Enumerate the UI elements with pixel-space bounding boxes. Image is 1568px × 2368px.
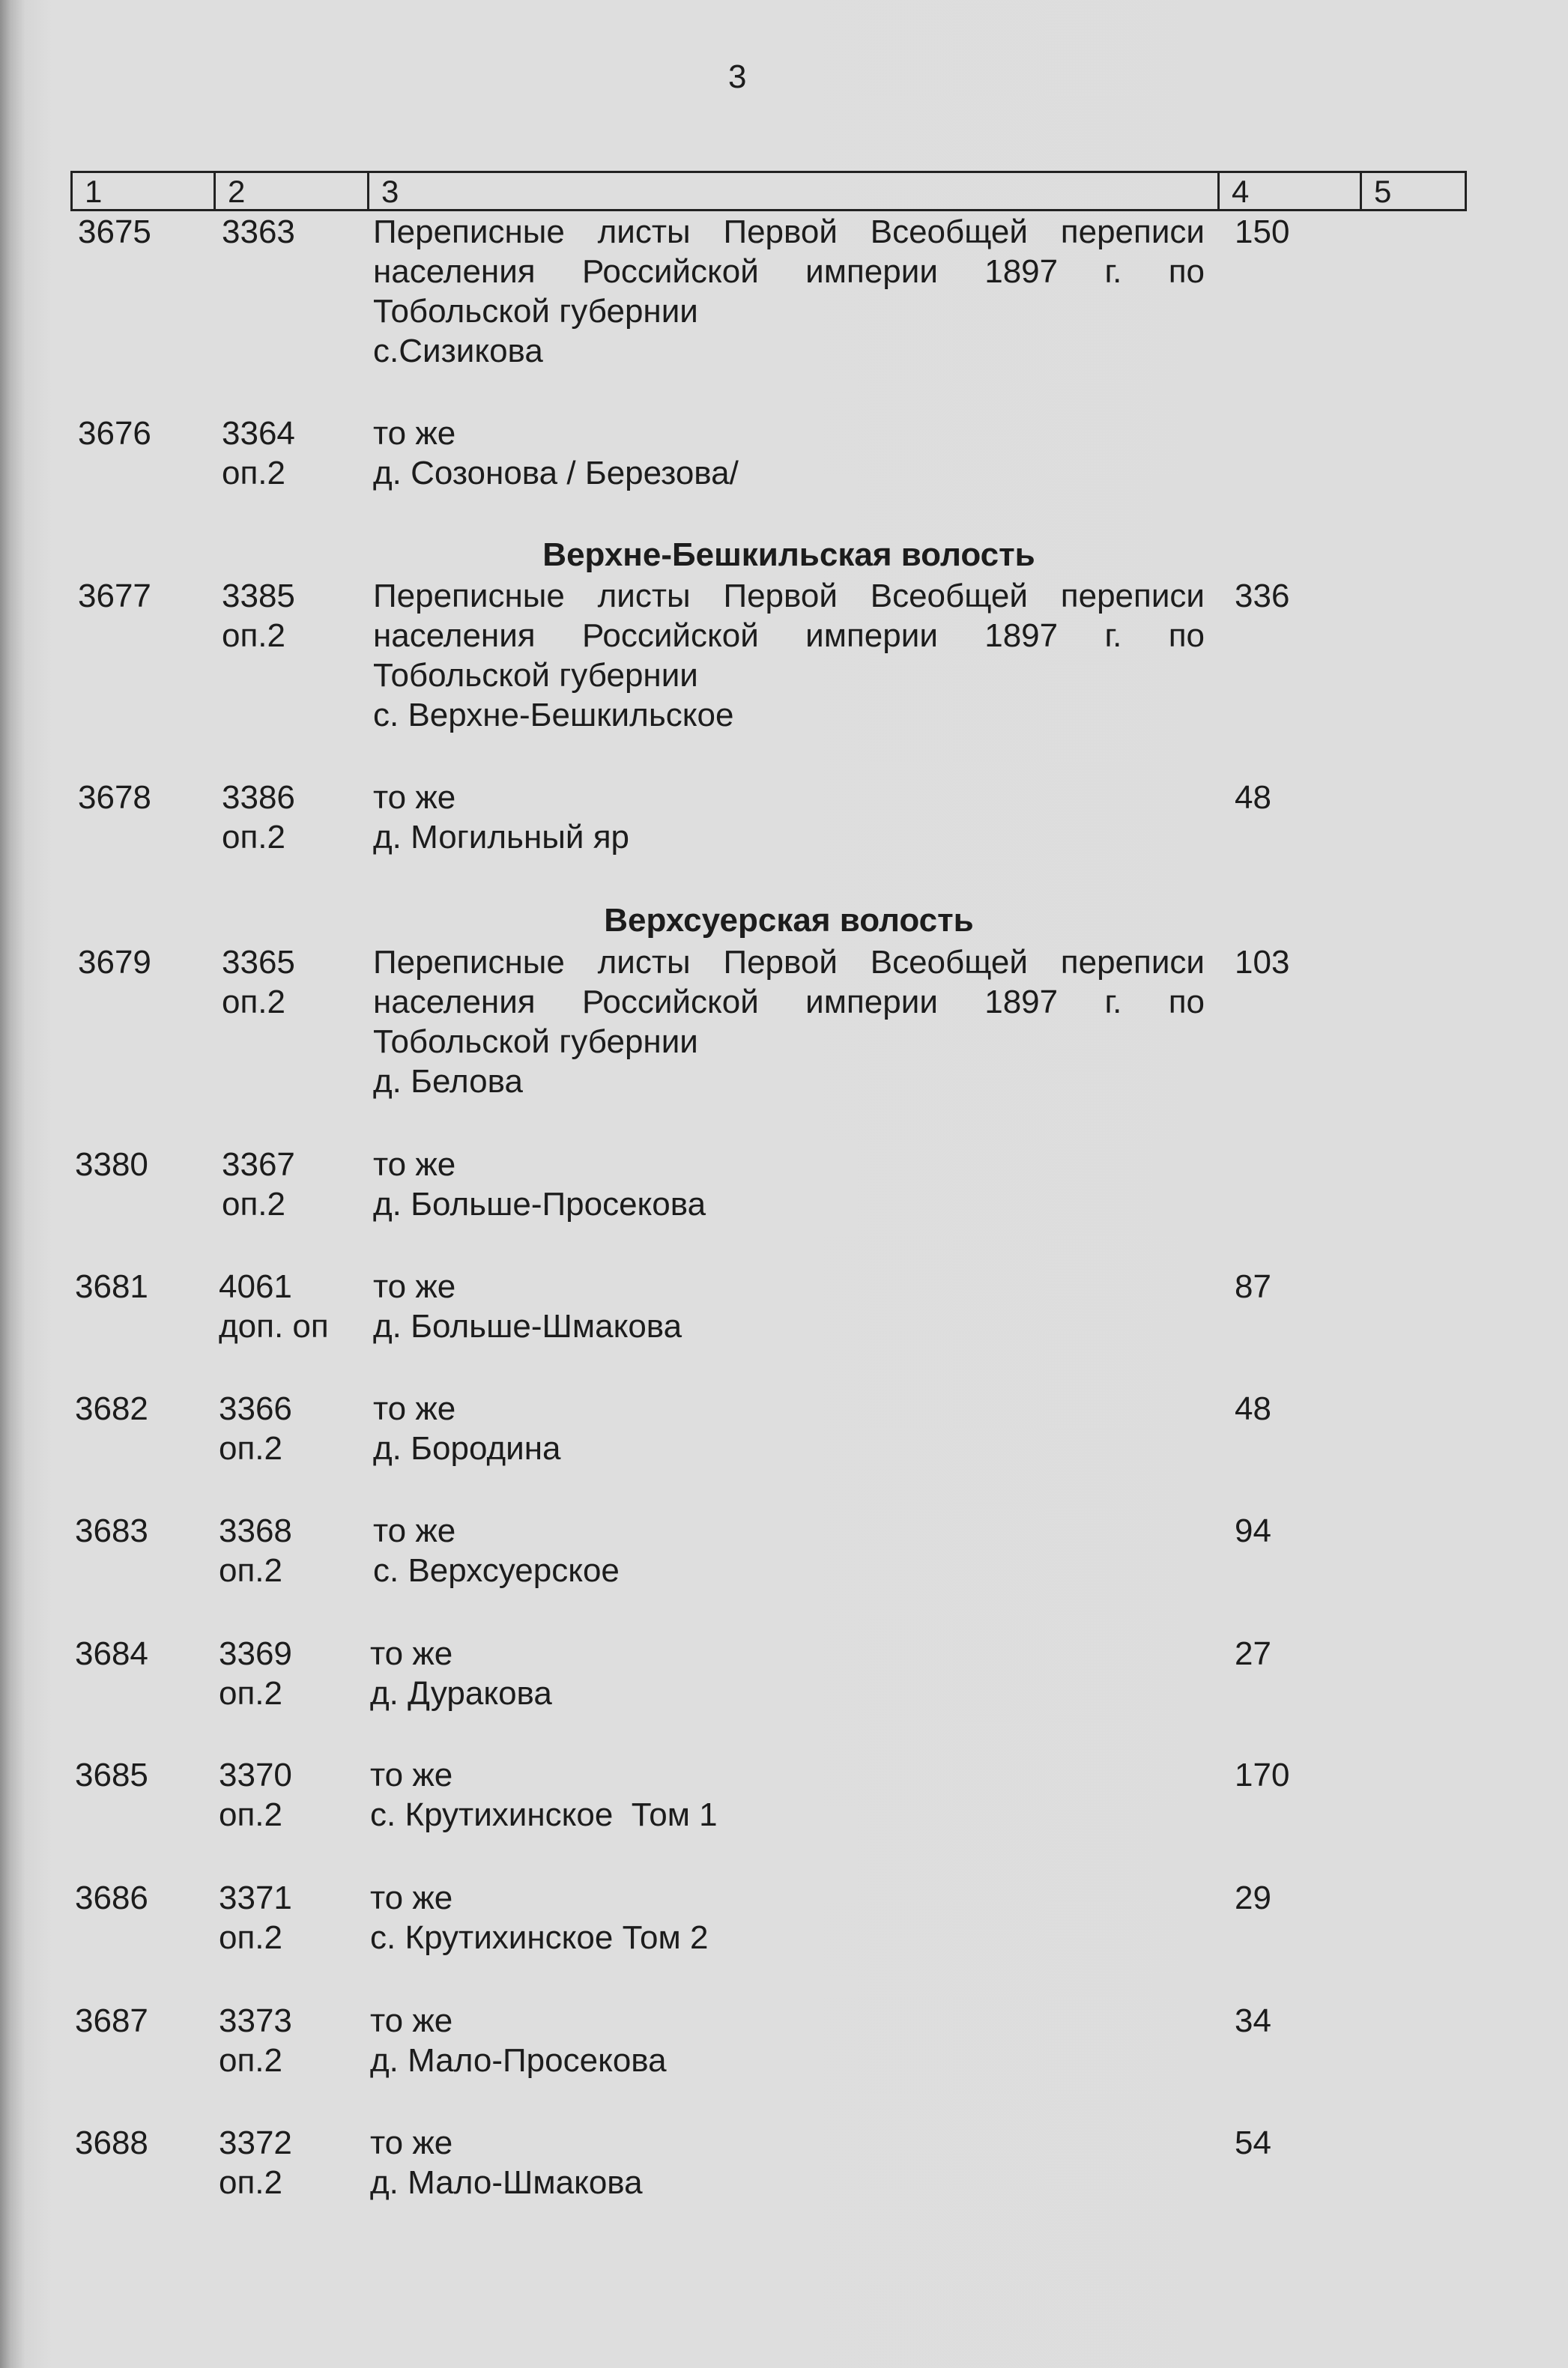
record-description: то же д. Бородина: [373, 1390, 561, 1467]
record-number: 3685: [75, 1757, 148, 1793]
record-code: 3366 оп.2: [219, 1390, 292, 1467]
record-code: 3368 оп.2: [219, 1512, 292, 1589]
record-code: 4061 доп. оп: [219, 1268, 329, 1345]
header-col-2: 2: [216, 173, 369, 209]
record-number: 3688: [75, 2125, 148, 2161]
record-description: то же д. Мало-Просекова: [370, 2002, 667, 2079]
record-count: 150: [1235, 214, 1290, 250]
record-code: 3364 оп.2: [222, 415, 295, 491]
record-number: 3687: [75, 2002, 148, 2039]
volost-heading: Верхне-Бешкильская волость: [542, 536, 1035, 573]
record-description: то же д. Больше-Просекова: [373, 1146, 706, 1223]
record-number: 3678: [78, 779, 151, 816]
record-count: 170: [1235, 1757, 1290, 1793]
record-count: 94: [1235, 1512, 1271, 1549]
record-number: 3675: [78, 214, 151, 250]
record-count: 103: [1235, 944, 1290, 981]
record-count: 34: [1235, 2002, 1271, 2039]
record-description: Переписные листы Первой Всеобщей переписи населения Российской империи 1897 г. по Тобольской губернии с. Верхне-Бешкильское: [373, 578, 1205, 733]
record-number: 3380: [75, 1146, 148, 1183]
record-count: 48: [1235, 779, 1271, 816]
record-number: 3684: [75, 1635, 148, 1672]
record-number: 3676: [78, 415, 151, 452]
volost-heading: Верхсуерская волость: [604, 902, 974, 939]
record-count: 336: [1235, 578, 1290, 614]
header-col-4: 4: [1220, 173, 1362, 209]
table-header: [70, 171, 1467, 211]
record-count: 48: [1235, 1390, 1271, 1427]
record-code: 3365 оп.2: [222, 944, 295, 1020]
record-number: 3683: [75, 1512, 148, 1549]
record-description: то же с. Крутихинское Том 2: [370, 1880, 709, 1956]
record-description: Переписные листы Первой Всеобщей переписи населения Российской империи 1897 г. по Тобольской губернии д. Белова: [373, 944, 1205, 1100]
page-number: 3: [728, 58, 747, 95]
record-count: 87: [1235, 1268, 1271, 1305]
header-col-5: 5: [1374, 174, 1392, 209]
record-number: 3682: [75, 1390, 148, 1427]
record-description: то же д. Могильный яр: [373, 779, 629, 856]
record-number: 3686: [75, 1880, 148, 1916]
record-description: то же д. Мало-Шмакова: [370, 2125, 643, 2201]
record-number: 3677: [78, 578, 151, 614]
record-code: 3385 оп.2: [222, 578, 295, 654]
record-code: 3370 оп.2: [219, 1757, 292, 1833]
record-code: 3372 оп.2: [219, 2125, 292, 2201]
header-col-1: 1: [73, 173, 216, 209]
record-description: Переписные листы Первой Всеобщей переписи населения Российской империи 1897 г. по Тобольской губернии с.Сизикова: [373, 214, 1205, 369]
record-code: 3386 оп.2: [222, 779, 295, 856]
record-count: 54: [1235, 2125, 1271, 2161]
record-code: 3363: [222, 214, 295, 250]
record-code: 3373 оп.2: [219, 2002, 292, 2079]
record-code: 3371 оп.2: [219, 1880, 292, 1956]
record-number: 3681: [75, 1268, 148, 1305]
record-code: 3369 оп.2: [219, 1635, 292, 1712]
record-code: 3367 оп.2: [222, 1146, 295, 1223]
header-col-3: 3: [369, 173, 1220, 209]
record-count: 27: [1235, 1635, 1271, 1672]
record-number: 3679: [78, 944, 151, 981]
record-count: 29: [1235, 1880, 1271, 1916]
record-description: то же д. Дуракова: [370, 1635, 552, 1712]
record-description: то же д. Созонова / Березова/: [373, 415, 739, 491]
record-description: то же д. Больше-Шмакова: [373, 1268, 682, 1345]
record-description: то же с. Крутихинское Том 1: [370, 1757, 718, 1833]
record-description: то же с. Верхсуерское: [373, 1512, 620, 1589]
